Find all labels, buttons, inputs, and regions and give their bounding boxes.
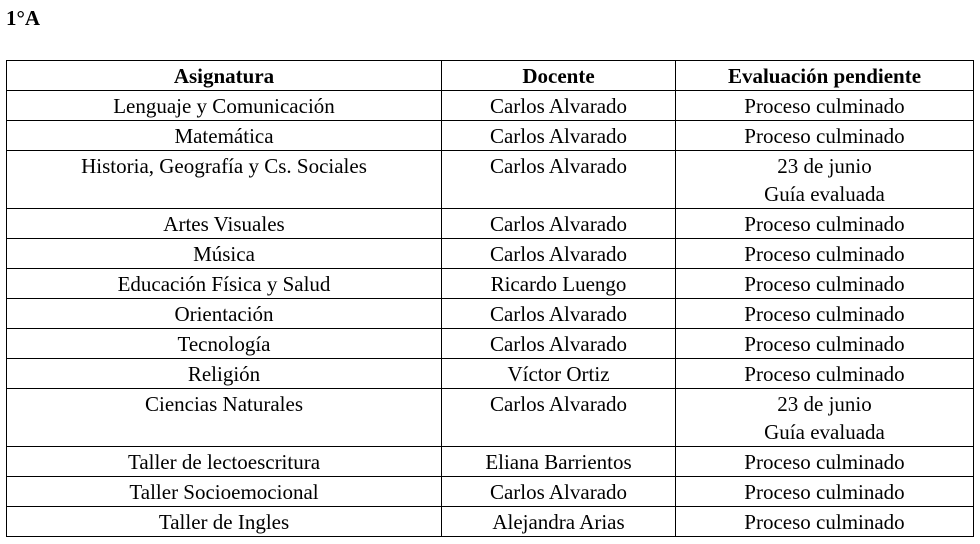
evaluation-line: Proceso culminado: [744, 480, 905, 504]
table-body: [7, 91, 974, 537]
cell-subject: Artes Visuales: [7, 209, 442, 239]
evaluation-line: Proceso culminado: [744, 212, 905, 236]
table-row: [7, 329, 974, 359]
cell-subject: Taller Socioemocional: [7, 477, 442, 507]
evaluation-line: Proceso culminado: [744, 362, 905, 386]
cell-teacher: Carlos Alvarado: [442, 299, 676, 329]
cell-evaluation: [676, 477, 974, 507]
cell-teacher: Carlos Alvarado: [442, 477, 676, 507]
cell-teacher: Víctor Ortiz: [442, 359, 676, 389]
column-header-subject: Asignatura: [7, 61, 442, 91]
cell-teacher: Carlos Alvarado: [442, 209, 676, 239]
table-row: [7, 151, 974, 209]
cell-subject: Música: [7, 239, 442, 269]
cell-teacher: Carlos Alvarado: [442, 239, 676, 269]
evaluation-line: Proceso culminado: [744, 242, 905, 266]
table-row: [7, 91, 974, 121]
cell-evaluation: [676, 359, 974, 389]
evaluation-line: Proceso culminado: [744, 332, 905, 356]
cell-evaluation: [676, 447, 974, 477]
table-row: [7, 269, 974, 299]
cell-evaluation: [676, 239, 974, 269]
evaluation-line: Guía evaluada: [764, 420, 885, 444]
cell-evaluation: [676, 209, 974, 239]
page-title: 1°A: [6, 6, 41, 30]
evaluation-line: 23 de junio: [777, 392, 872, 416]
cell-evaluation: [676, 329, 974, 359]
evaluation-line: Proceso culminado: [744, 272, 905, 296]
cell-subject: Taller de Ingles: [7, 507, 442, 537]
evaluation-line: Proceso culminado: [744, 510, 905, 534]
cell-subject: Educación Física y Salud: [7, 269, 442, 299]
cell-teacher: Carlos Alvarado: [442, 91, 676, 121]
evaluation-line: Proceso culminado: [744, 124, 905, 148]
column-header-teacher: Docente: [442, 61, 676, 91]
cell-subject: Taller de lectoescritura: [7, 447, 442, 477]
table-row: [7, 239, 974, 269]
evaluation-line: Guía evaluada: [764, 182, 885, 206]
evaluation-table: [6, 60, 974, 537]
evaluation-line: Proceso culminado: [744, 302, 905, 326]
cell-subject: Tecnología: [7, 329, 442, 359]
table-row: [7, 389, 974, 447]
cell-evaluation: [676, 151, 974, 209]
cell-teacher: Ricardo Luengo: [442, 269, 676, 299]
cell-evaluation: [676, 299, 974, 329]
cell-teacher: Carlos Alvarado: [442, 389, 676, 447]
table-row: [7, 359, 974, 389]
cell-evaluation: [676, 91, 974, 121]
table-header-row: [7, 61, 974, 91]
cell-subject: Matemática: [7, 121, 442, 151]
table-row: [7, 209, 974, 239]
table-row: [7, 121, 974, 151]
cell-evaluation: [676, 389, 974, 447]
table-row: [7, 507, 974, 537]
cell-evaluation: [676, 121, 974, 151]
cell-evaluation: [676, 269, 974, 299]
column-header-evaluation: Evaluación pendiente: [676, 61, 974, 91]
cell-teacher: Carlos Alvarado: [442, 151, 676, 209]
table-row: [7, 477, 974, 507]
cell-subject: Ciencias Naturales: [7, 389, 442, 447]
cell-teacher: Alejandra Arias: [442, 507, 676, 537]
evaluation-line: 23 de junio: [777, 154, 872, 178]
cell-teacher: Carlos Alvarado: [442, 121, 676, 151]
cell-subject: Lenguaje y Comunicación: [7, 91, 442, 121]
table-row: [7, 299, 974, 329]
cell-subject: Historia, Geografía y Cs. Sociales: [7, 151, 442, 209]
evaluation-line: Proceso culminado: [744, 450, 905, 474]
evaluation-line: Proceso culminado: [744, 94, 905, 118]
cell-teacher: Eliana Barrientos: [442, 447, 676, 477]
cell-subject: Orientación: [7, 299, 442, 329]
cell-subject: Religión: [7, 359, 442, 389]
cell-evaluation: [676, 507, 974, 537]
table-row: [7, 447, 974, 477]
cell-teacher: Carlos Alvarado: [442, 329, 676, 359]
